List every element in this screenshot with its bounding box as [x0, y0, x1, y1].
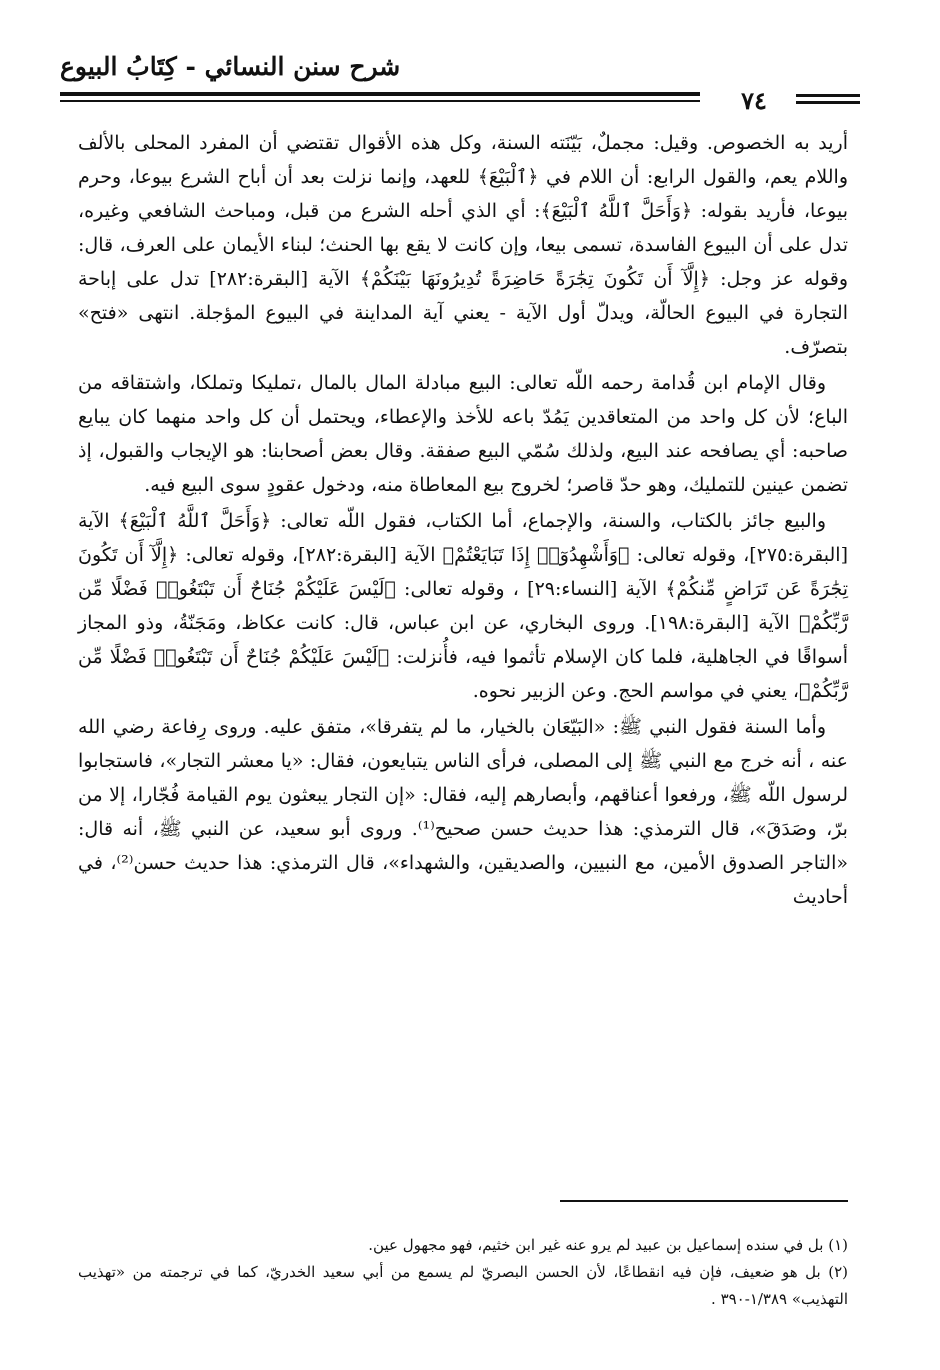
page-header — [60, 52, 860, 115]
page-number: ٧٤ — [741, 86, 767, 115]
footnotes — [78, 1232, 848, 1313]
main-text — [78, 126, 848, 914]
footnote: (٢) بل هو ضعيف، فإن فيه انقطاعًا، لأن الحسن البصريّ لم يسمع من أبي سعيد الخدريّ، كما في ترجمته من «تهذيب التهذيب» ١/٣٨٩-٣٩٠ . — [78, 1263, 848, 1308]
footnote-separator — [560, 1200, 848, 1202]
paragraph: وأما السنة فقول النبي ﷺ: «البَيّعَان بالخيار، ما لم يتفرقا»، متفق عليه. وروى رِفاعة رضي الله عنه ، أنه خرج مع النبي ﷺ إلى المصلى، فرأى الناس يتبايعون، فقال: «يا معشر التجار»، فاستجابوا لرسول اللّه ﷺ، ورفعوا أعناقهم، وأبصارهم إليه، فقال: «إن التجار يبعثون يوم القيامة فُجّارا، إلا من برّ، وصَدَقَ»، قال الترمذي: هذا حديث حسن صحيح⁽¹⁾. وروى أبو سعيد، عن النبي ﷺ، أنه قال: «التاجر الصدوق الأمين، مع النبيين، والصديقين، والشهداء»، قال الترمذي: هذا حديث حسن⁽²⁾، في أحاديث — [78, 716, 849, 908]
paragraph: أريد به الخصوص. وقيل: مجملٌ، بَيّنَته السنة، وكل هذه الأقوال تقتضي أن المفرد المحلى بالألف واللام يعم، والقول الرابع: أن اللام في ﴿ٱلْبَيْعَ﴾ للعهد، وإنما نزلت بعد أن أباح الشرع بيوعا، وحرم بيوعا، فأريد بقوله: ﴿وَأَحَلَّ ٱللَّهُ ٱلْبَيْعَ﴾: أي الذي أحله الشرع من قبل، ومباحث الشافعي وغيره، تدل على أن البيوع الفاسدة، تسمى بيعا، وإن كانت لا يقع بها الحنث؛ لبناء الأيمان على العرف، قال: وقوله عز وجل: ﴿إِلَّآ أَن تَكُونَ تِجَٰرَةً حَاضِرَةً تُدِيرُونَهَا بَيْنَكُمْ﴾ الآية [البقرة:٢٨٢] تدل على إباحة التجارة في البيوع الحالّة، ويدلّ أول الآية - يعني آية المداينة في البيوع المؤجلة. انتهى «فتح» بتصرّف. — [78, 132, 848, 358]
header-rule-thin — [60, 100, 700, 102]
page-number-rule-bottom — [796, 101, 860, 104]
paragraph: والبيع جائز بالكتاب، والسنة، والإجماع، أما الكتاب، فقول اللّه تعالى: ﴿وَأَحَلَّ ٱللَّهُ ٱلْبَيْعَ﴾ الآية [البقرة:٢٧٥]، وقوله تعالى: ﴿وَأَشْهِدُوٓا۟ إِذَا تَبَايَعْتُمْ﴾ الآية [البقرة:٢٨٢]، وقوله تعالى: ﴿إِلَّآ أَن تَكُونَ تِجَٰرَةً عَن تَرَاضٍ مِّنكُمْ﴾ الآية [النساء:٢٩] ، وقوله تعالى: ﴿لَيْسَ عَلَيْكُمْ جُنَاحٌ أَن تَبْتَغُوا۟ فَضْلًا مِّن رَّبِّكُمْ﴾ الآية [البقرة:١٩٨]. وروى البخاري، عن ابن عباس، قال: كانت عكاظ، ومَجَنّةُ، وذو المجاز أسواقًا في الجاهلية، فلما كان الإسلام تأثموا فيه، فأُنزلت: ﴿لَيْسَ عَلَيْكُمْ جُنَاحٌ أَن تَبْتَغُوا۟ فَضْلًا مِّن رَّبِّكُمْ﴾، يعني في مواسم الحج. وعن الزبير نحوه. — [78, 510, 849, 702]
running-title: شرح سنن النسائي - كِتَابُ البيوع — [60, 52, 401, 81]
page-number-rule-top — [796, 94, 860, 97]
footnote: (١) بل في سنده إسماعيل بن عبيد لم يرو عنه غير ابن خثيم، فهو مجهول عين. — [368, 1236, 848, 1254]
header-rule-thick — [60, 92, 700, 96]
paragraph: وقال الإمام ابن قُدامة رحمه اللّه تعالى: البيع مبادلة المال بالمال ،تمليكا وتملكا، واشتقاقه من الباع؛ لأن كل واحد من المتعاقدين يَمُدّ باعه للأخذ والإعطاء، ويحتمل أن كل واحد منهما كان يبايع صاحبه: أي يصافحه عند البيع، ولذلك سُمّي البيع صفقة. وقال بعض أصحابنا: هو الإيجاب والقبول، إذ تضمن عينين للتمليك، وهو حدّ قاصر؛ لخروج بيع المعاطاة منه، ودخول عقودٍ سوى البيع فيه. — [78, 372, 848, 496]
